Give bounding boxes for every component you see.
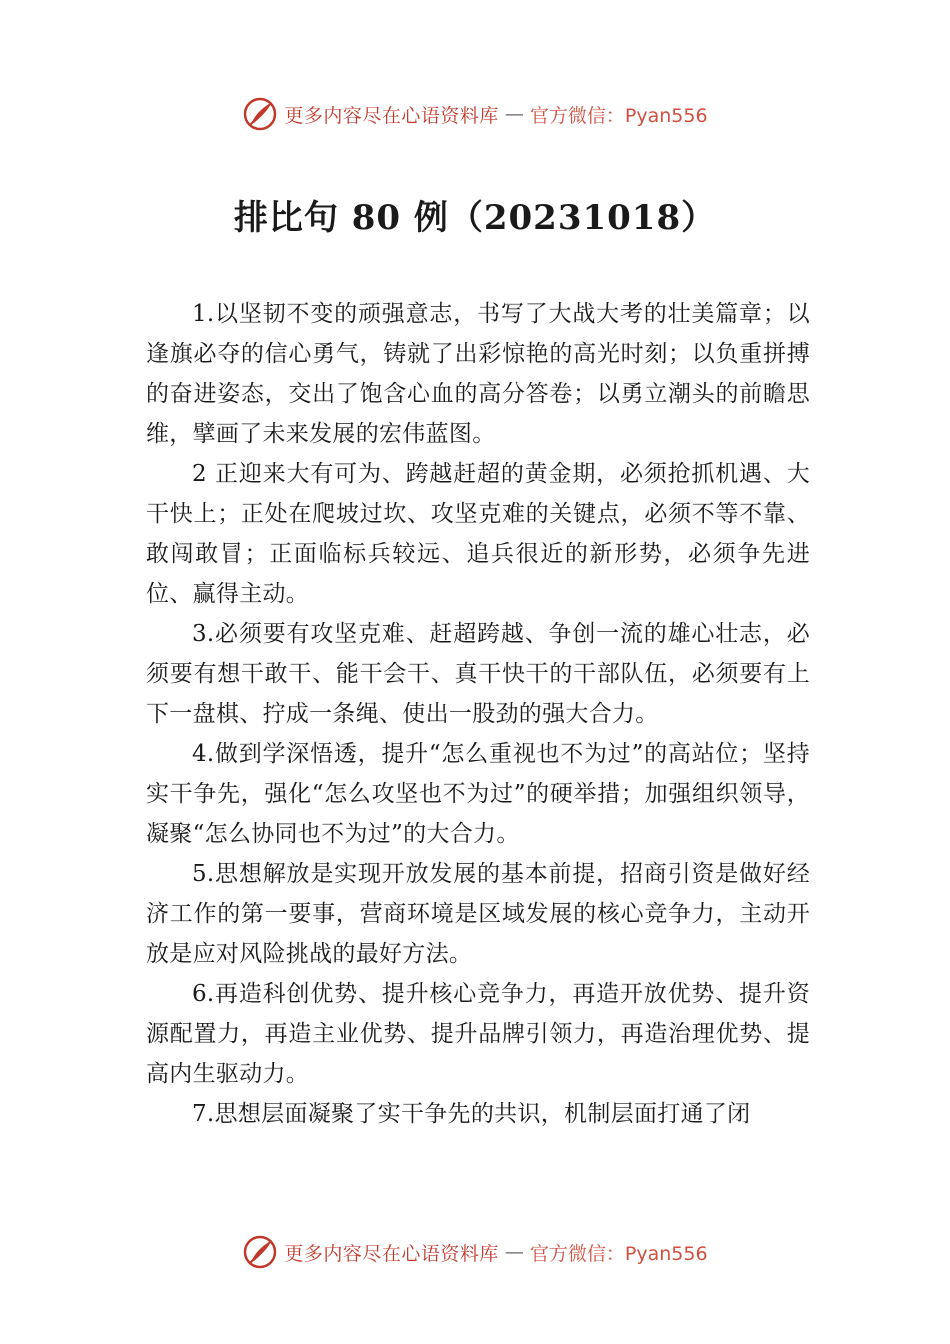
banner-text: 更多内容尽在心语资料库 [284, 1242, 499, 1265]
paragraph: 2 正迎来大有可为、跨越赶超的黄金期，必须抢抓机遇、大干快上；正处在爬坡过坎、攻坚克难的关键点，必须不等不靠、敢闯敢冒；正面临标兵较远、追兵很近的新形势，必须争先进位、赢得主动。 [146, 461, 810, 607]
quill-pen-logo-icon [242, 96, 278, 132]
banner-separator: — [504, 1241, 524, 1263]
banner-separator: — [504, 103, 524, 125]
paragraph: 5.思想解放是实现开放发展的基本前提，招商引资是做好经济工作的第一要事，营商环境是区域发展的核心竞争力，主动开放是应对风险挑战的最好方法。 [146, 861, 810, 967]
paragraph: 6.再造科创优势、提升核心竞争力，再造开放优势、提升资源配置力，再造主业优势、提升品牌引领力，再造治理优势、提高内生驱动力。 [146, 981, 810, 1087]
banner-wechat: 官方微信：Pyan556 [529, 104, 708, 127]
footer-banner [0, 1232, 950, 1272]
paragraph: 3.必须要有攻坚克难、赶超跨越、争创一流的雄心壮志，必须要有想干敢干、能干会干、真干快干的干部队伍，必须要有上下一盘棋、拧成一条绳、使出一股劲的强大合力。 [146, 621, 810, 727]
header-banner [0, 94, 950, 134]
paragraph: 1.以坚韧不变的顽强意志，书写了大战大考的壮美篇章；以逢旗必夺的信心勇气，铸就了出彩惊艳的高光时刻；以负重拼搏的奋进姿态，交出了饱含心血的高分答卷；以勇立潮头的前瞻思维，擘画了未来发展的宏伟蓝图。 [146, 301, 810, 447]
paragraph: 4.做到学深悟透，提升“怎么重视也不为过”的高站位；坚持实干争先，强化“怎么攻坚也不为过”的硬举措；加强组织领导，凝聚“怎么协同也不为过”的大合力。 [146, 741, 810, 847]
quill-pen-logo-icon [242, 1234, 278, 1270]
document-body [146, 294, 810, 1134]
banner-text: 更多内容尽在心语资料库 [284, 104, 499, 127]
document-title: 排比句 80 例（20231018） [233, 198, 717, 238]
paragraph: 7.思想层面凝聚了实干争先的共识，机制层面打通了闭 [192, 1101, 751, 1127]
banner-wechat: 官方微信：Pyan556 [529, 1242, 708, 1265]
